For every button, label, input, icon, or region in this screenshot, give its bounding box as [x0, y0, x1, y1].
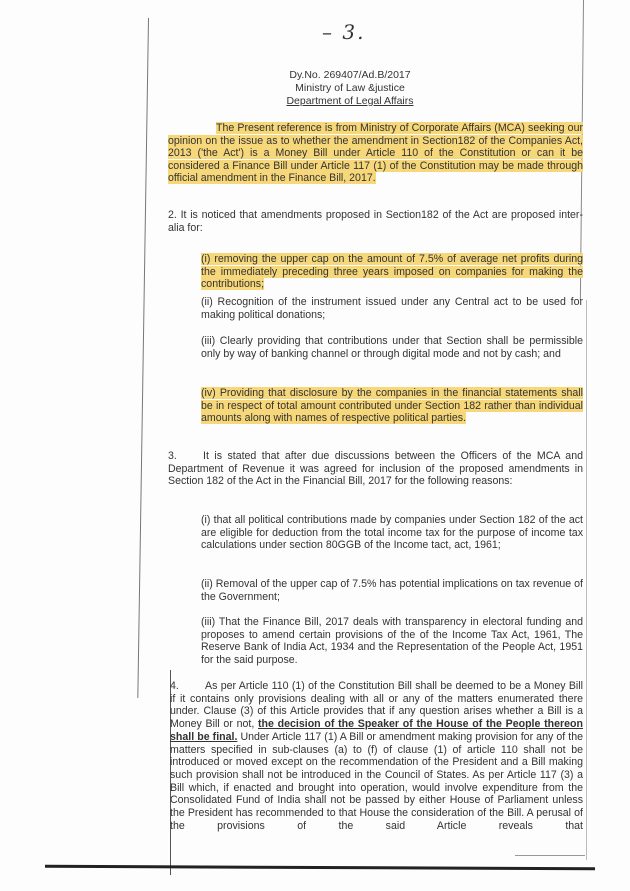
page-edge-right-lower: [586, 300, 587, 860]
paragraph-1-text: The Present reference is from Ministry of Corporate Affairs (MCA) seeking our opinion on the issue as to whether the amendment in Section182 of the Companies Act, 2013 ('the Act') is a Money Bill under Article 110 of the Constitution or can it be considered a Finance Bill under Article 117 (1) of the Constitution may be made through official amendment in the Finance Bill, 2017.: [168, 122, 583, 185]
paragraph-3-text: It is stated that after due discussions between the Officers of the MCA and Department of Revenue it was agreed for inclusion of the proposed amendments in Section 182 of the Act in the Financial Bill, 2017 for the following reasons:: [168, 450, 583, 488]
paragraph-3-item-2: (ii) Removal of the upper cap of 7.5% has potential implications on tax revenue of the Government;: [201, 578, 583, 603]
paragraph-4-number: 4.: [170, 680, 179, 692]
page-edge-left: [137, 18, 149, 698]
department-name: Department of Legal Affairs: [286, 95, 414, 107]
paragraph-2: [168, 209, 583, 234]
paragraph-3-item-1: (i) that all political contributions made by companies under Section 182 of the act are eligible for deduction from the total income tax for the purpose of income tax calculations under section 80GGB of the Income tact, act, 1961;: [201, 514, 583, 552]
paragraph-1: [168, 122, 583, 185]
paragraph-3: [168, 450, 583, 488]
reference-number: Dy.No. 269407/Ad.B/2017: [289, 69, 411, 81]
paragraph-2-item-4: (iv) Providing that disclosure by the companies in the financial statements shall be in respect of total amount contributed under Section 182 rather than individual amounts along with names of respective political parties.: [201, 387, 583, 425]
paragraph-4: [170, 680, 583, 832]
paragraph-2-number: 2.: [168, 209, 177, 221]
paragraph-3-number: 3.: [168, 450, 177, 462]
paragraph-4-emphasis: the decision of the Speaker of the House of the People thereon shall be final.: [170, 718, 583, 743]
paragraph-2-item-1: (i) removing the upper cap on the amount of 7.5% of average net profits during the immediately preceding three years imposed on companies for making the contributions;: [201, 253, 583, 291]
paragraph-4-text-before: As per Article 110 (1) of the Constitution Bill shall be deemed to be a Money Bill if it contains only provisions dealing with all or any of the matters enumerated there under. Clause (3) of this Article provides that if any question arises whether a Bill is a Money Bill or not,: [170, 680, 583, 731]
paragraph-4-text-after: Under Article 117 (1) A Bill or amendment making provision for any of the matters specified in sub-clauses (a) to (f) of clause (1) of article 110 shall not be introduced or moved except on the recommendation of the President and a Bill making such provision shall not be introduced in the Council of States. As per Article 117 (3) a Bill which, if enacted and brought into operation, would involve expenditure from the Consolidated Fund of India shall not be passed by either House of Parliament unless the President has recommended to that House the consideration of the Bill. A perusal of the provisions of the said Article reveals that: [170, 730, 583, 832]
page-edge-bottom: [45, 865, 595, 870]
paragraph-2-item-2: (ii) Recognition of the instrument issued under any Central act to be used for making political donations;: [201, 296, 583, 321]
ministry-name: Ministry of Law &justice: [295, 82, 405, 94]
paragraph-3-item-3: (iii) That the Finance Bill, 2017 deals with transparency in electoral funding and proposes to amend certain provisions of the of the Income Tax Act, 1961, The Reserve Bank of India Act, 1934 and the Representation of the People Act, 1951 for the said purpose.: [201, 616, 583, 666]
handwritten-page-number: – 3.: [322, 20, 366, 44]
page-edge-mark: [515, 855, 585, 856]
paragraph-2-text: It is noticed that amendments proposed in Section182 of the Act are proposed inter-alia for:: [168, 209, 583, 234]
paragraph-2-item-3: (iii) Clearly providing that contributions under that Section shall be permissible only by way of banking channel or through digital mode and not by cash; and: [201, 335, 583, 360]
